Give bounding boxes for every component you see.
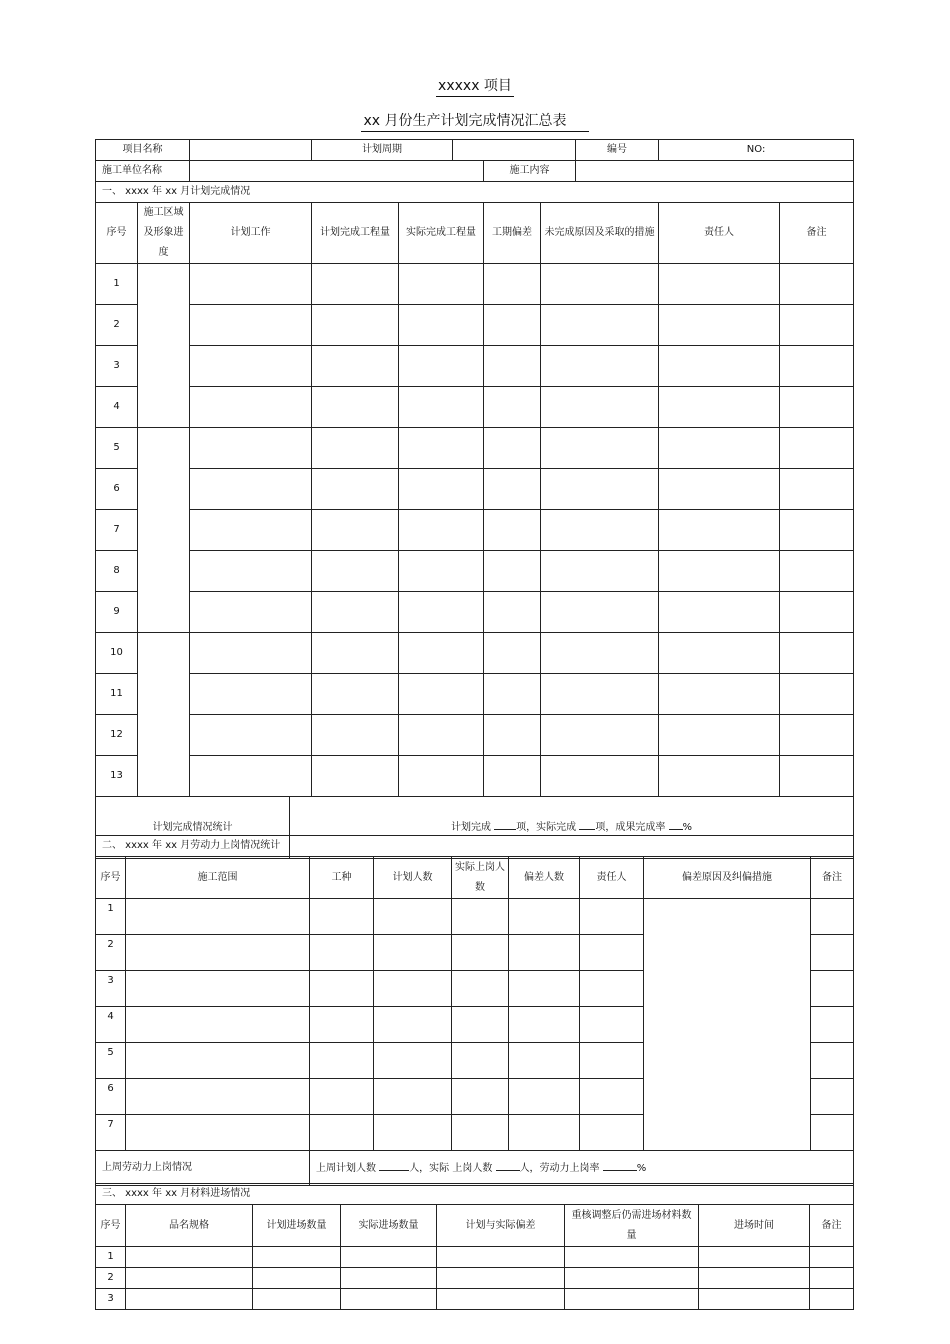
row-index: 4 xyxy=(96,387,138,428)
unit-name-label: 施工单位名称 xyxy=(96,161,190,182)
content-value[interactable] xyxy=(576,161,854,182)
col-actual-headcount: 实际上岗人数 xyxy=(452,857,509,899)
section3-column-headers xyxy=(96,1205,854,1247)
col-responsible: 责任人 xyxy=(580,857,644,899)
table-row xyxy=(96,469,854,510)
plan-period-label: 计划周期 xyxy=(312,140,453,161)
row-index: 12 xyxy=(96,715,138,756)
table-row xyxy=(96,305,854,346)
actual-count-blank[interactable] xyxy=(579,817,595,830)
col-arrival-time: 进场时间 xyxy=(699,1205,810,1247)
col-index: 序号 xyxy=(96,203,138,264)
col-spec: 品名规格 xyxy=(126,1205,253,1247)
row-index: 11 xyxy=(96,674,138,715)
header-row-2 xyxy=(96,161,854,182)
col-deviation-reason: 偏差原因及纠偏措施 xyxy=(644,857,811,899)
planned-count-blank[interactable] xyxy=(494,817,516,830)
col-area-progress: 施工区域及形象进度 xyxy=(138,203,190,264)
actual-headcount-blank[interactable] xyxy=(496,1158,520,1171)
col-trade: 工种 xyxy=(310,857,374,899)
plan-completion-table xyxy=(95,139,854,859)
table-row xyxy=(96,264,854,305)
table-row xyxy=(96,674,854,715)
plan-period-value[interactable] xyxy=(453,140,576,161)
table-row xyxy=(96,899,854,935)
col-planned-headcount: 计划人数 xyxy=(374,857,452,899)
col-remarks: 备注 xyxy=(811,857,854,899)
table-row xyxy=(96,551,854,592)
table-row xyxy=(96,715,854,756)
number-label: 编号 xyxy=(576,140,659,161)
unit-name-value[interactable] xyxy=(190,161,484,182)
table-row xyxy=(96,510,854,551)
row-index: 2 xyxy=(96,305,138,346)
col-responsible: 责任人 xyxy=(659,203,780,264)
row-index: 3 xyxy=(96,971,126,1007)
row-index: 8 xyxy=(96,551,138,592)
section2-title: 二、 xxxx 年 xx 月劳动力上岗情况统计 xyxy=(96,836,854,857)
section2-summary-label: 上周劳动力上岗情况 xyxy=(96,1151,310,1186)
table-row xyxy=(96,387,854,428)
project-name-value[interactable] xyxy=(190,140,312,161)
section2-column-headers xyxy=(96,857,854,899)
table-row xyxy=(96,428,854,469)
section2-summary-row xyxy=(96,1151,854,1186)
form-title: xx 月份生产计划完成情况汇总表 xyxy=(0,112,950,132)
col-planned-work: 计划工作 xyxy=(190,203,312,264)
row-index: 5 xyxy=(96,428,138,469)
project-title: xxxxx 项目 xyxy=(0,77,950,97)
project-name-label: 项目名称 xyxy=(96,140,190,161)
table-row xyxy=(96,633,854,674)
row-index: 4 xyxy=(96,1007,126,1043)
col-schedule-deviation: 工期偏差 xyxy=(484,203,541,264)
col-qty-deviation: 计划与实际偏差 xyxy=(437,1205,565,1247)
area-cell[interactable] xyxy=(138,633,190,797)
labor-table xyxy=(95,835,854,1186)
materials-table xyxy=(95,1183,854,1310)
section1-summary-text: 计划完成 项，实际完成 项，成果完成率 % xyxy=(290,797,854,859)
col-index: 序号 xyxy=(96,1205,126,1247)
row-index: 3 xyxy=(96,1289,126,1310)
table-row xyxy=(96,756,854,797)
row-index: 7 xyxy=(96,1115,126,1151)
table-row xyxy=(96,1247,854,1268)
table-row xyxy=(96,1268,854,1289)
row-index: 9 xyxy=(96,592,138,633)
row-index: 6 xyxy=(96,469,138,510)
col-planned-quantity: 计划完成工程量 xyxy=(312,203,399,264)
row-index: 7 xyxy=(96,510,138,551)
deviation-reason-cell[interactable] xyxy=(644,899,811,1151)
header-row-1 xyxy=(96,140,854,161)
col-actual-qty: 实际进场数量 xyxy=(341,1205,437,1247)
table-row xyxy=(96,346,854,387)
section1-title-row xyxy=(96,182,854,203)
col-remarks: 备注 xyxy=(810,1205,854,1247)
table-row xyxy=(96,1289,854,1310)
area-cell[interactable] xyxy=(138,264,190,428)
number-value[interactable]: NO: xyxy=(659,140,854,161)
col-remaining-qty: 重核调整后仍需进场材料数量 xyxy=(565,1205,699,1247)
row-index: 1 xyxy=(96,899,126,935)
area-cell[interactable] xyxy=(138,428,190,633)
row-index: 2 xyxy=(96,1268,126,1289)
row-index: 3 xyxy=(96,346,138,387)
col-scope: 施工范围 xyxy=(126,857,310,899)
row-index: 5 xyxy=(96,1043,126,1079)
section1-title: 一、 xxxx 年 xx 月计划完成情况 xyxy=(96,182,854,203)
row-index: 10 xyxy=(96,633,138,674)
col-remarks: 备注 xyxy=(780,203,854,264)
col-reasons-measures: 未完成原因及采取的措施 xyxy=(541,203,659,264)
col-planned-qty: 计划进场数量 xyxy=(253,1205,341,1247)
col-actual-quantity: 实际完成工程量 xyxy=(399,203,484,264)
row-index: 1 xyxy=(96,264,138,305)
section3-title: 三、 xxxx 年 xx 月材料进场情况 xyxy=(96,1184,854,1205)
table-row xyxy=(96,592,854,633)
row-index: 2 xyxy=(96,935,126,971)
section2-summary-text: 上周计划人数 人，实际 上岗人数 人，劳动力上岗率 % xyxy=(310,1151,854,1186)
content-label: 施工内容 xyxy=(484,161,576,182)
col-index: 序号 xyxy=(96,857,126,899)
section2-title-row xyxy=(96,836,854,857)
section3-title-row xyxy=(96,1184,854,1205)
attendance-rate-blank[interactable] xyxy=(603,1158,637,1171)
section1-column-headers xyxy=(96,203,854,264)
planned-headcount-blank[interactable] xyxy=(379,1158,409,1171)
row-index: 13 xyxy=(96,756,138,797)
row-index: 1 xyxy=(96,1247,126,1268)
section1-summary-label: 计划完成情况统计 xyxy=(96,797,290,859)
col-deviation-headcount: 偏差人数 xyxy=(509,857,580,899)
completion-rate-blank[interactable] xyxy=(669,817,683,830)
row-index: 6 xyxy=(96,1079,126,1115)
